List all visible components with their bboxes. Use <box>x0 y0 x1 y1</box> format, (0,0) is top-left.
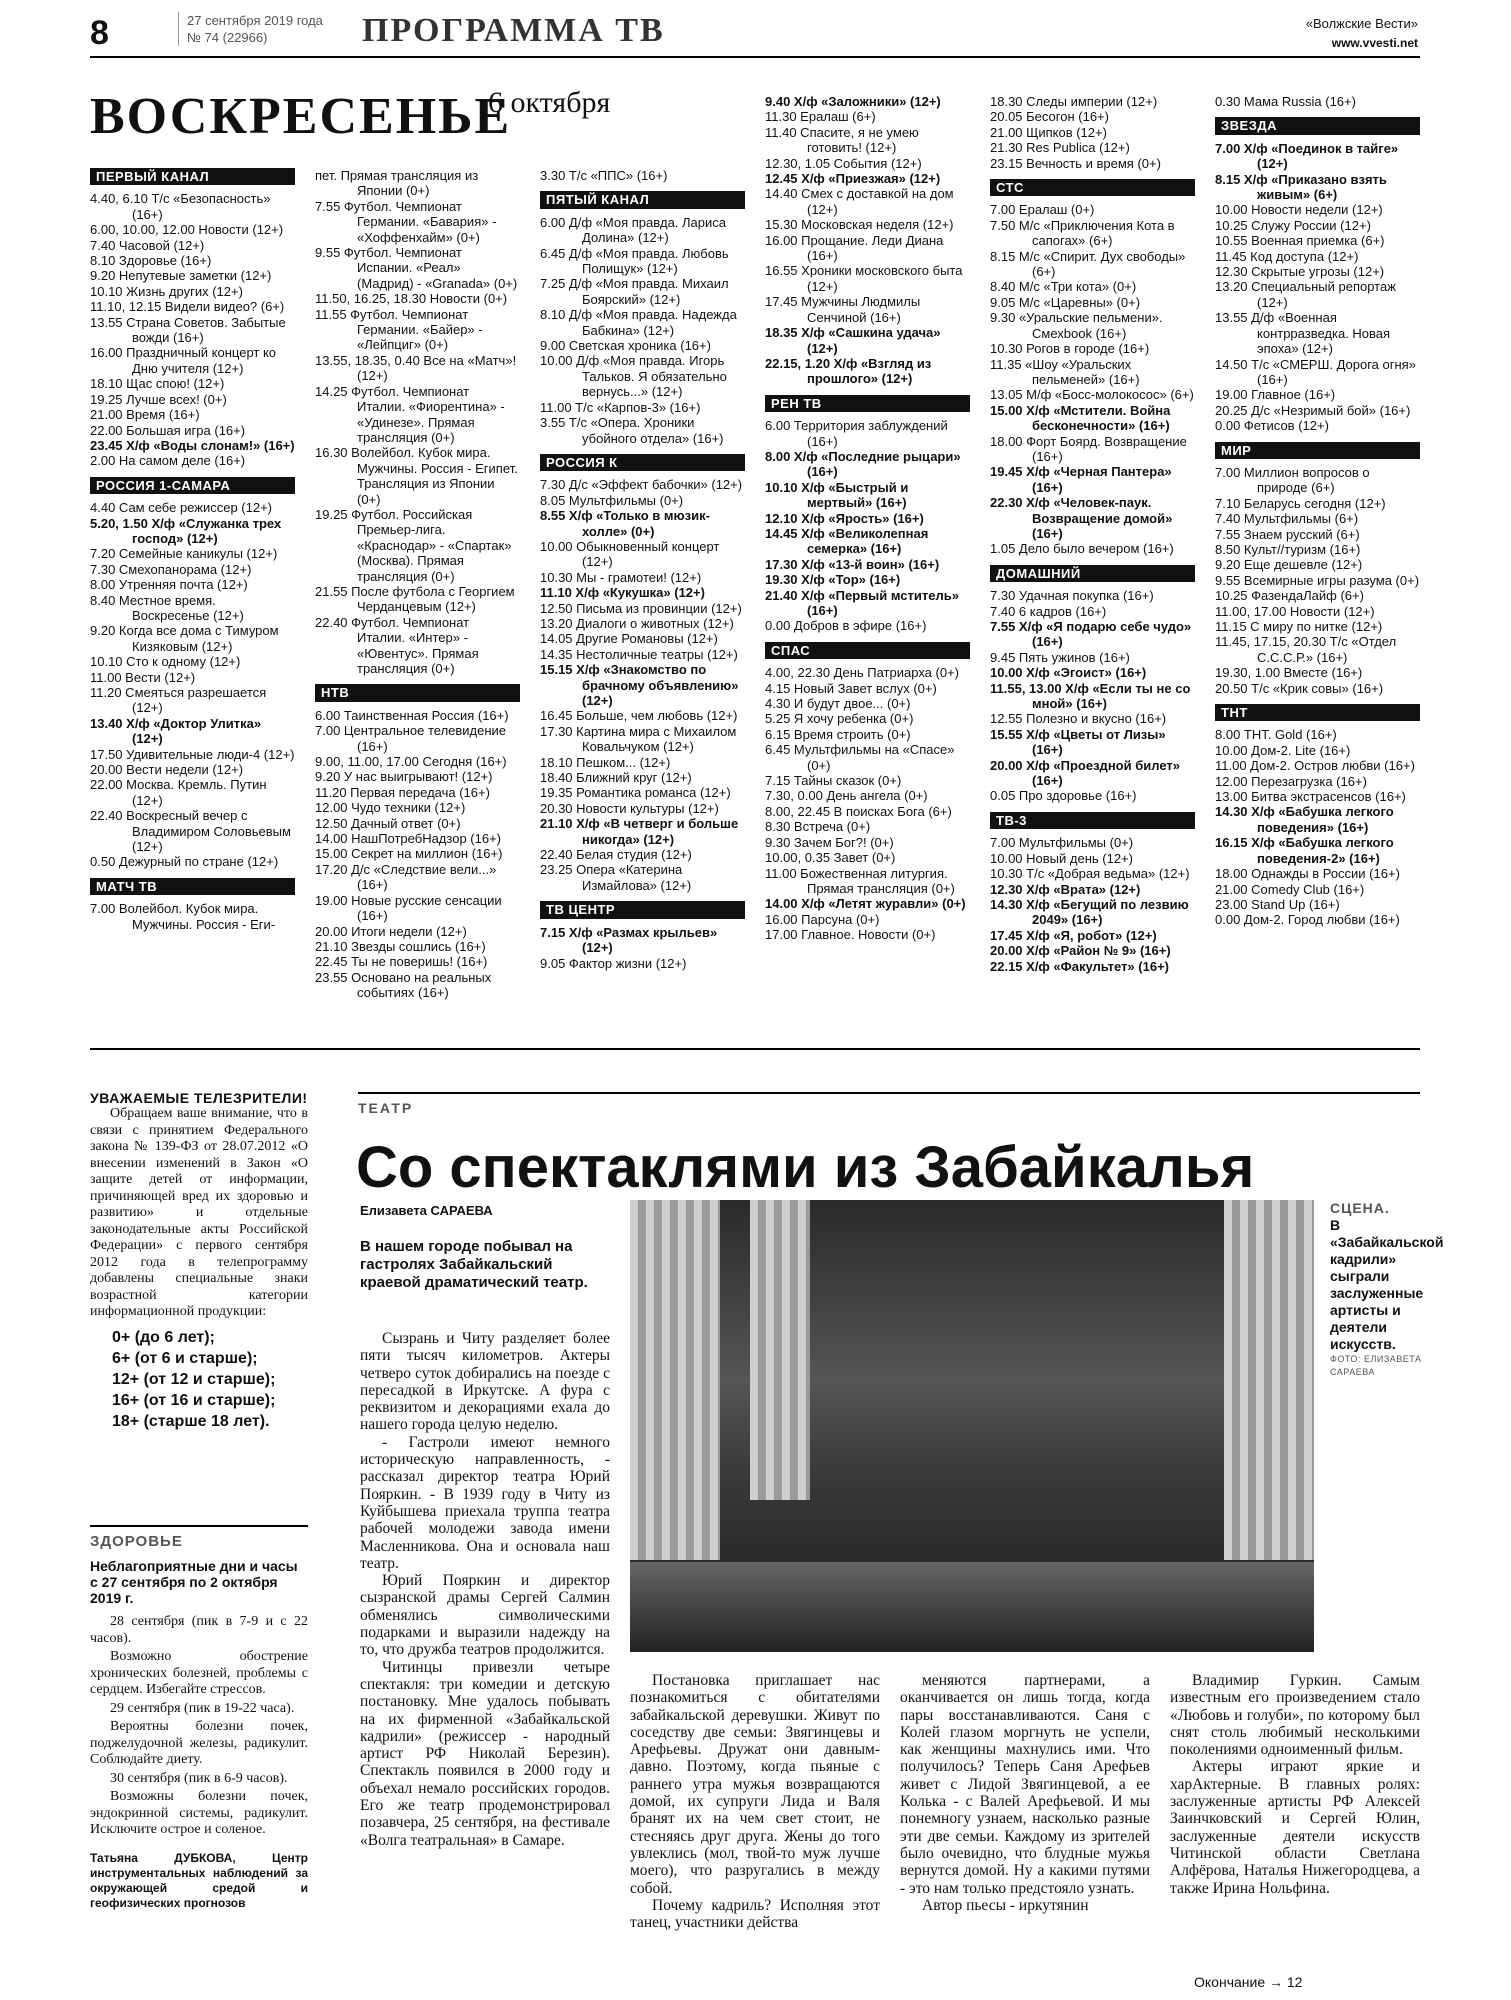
program-entry: 8.00 ТНТ. Gold (16+) <box>1215 727 1337 743</box>
channel-header: РОССИЯ К <box>540 454 745 471</box>
program-entry: 12.30 Скрытые угрозы (12+) <box>1215 264 1385 280</box>
program-entry: 14.45 Х/ф «Великолепная семерка» (16+) <box>765 525 929 557</box>
channel-header: ЗВЕЗДА <box>1215 117 1420 134</box>
program-entry: 20.00 Вести недели (12+) <box>90 762 244 778</box>
program-entry: 7.00 Х/ф «Поединок в тайге» (12+) <box>1215 140 1399 172</box>
program-entry: 15.15 Х/ф «Знакомство по брачному объявлению» (12+) <box>540 662 739 708</box>
health-title: ЗДОРОВЬЕ <box>90 1525 308 1550</box>
program-entry: 7.30 Смехопанорама (12+) <box>90 561 252 577</box>
program-entry: 18.10 Щас спою! (12+) <box>90 376 225 392</box>
viewer-notice <box>90 1090 308 1432</box>
program-entry: 10.30 Мы - грамотеи! (12+) <box>540 569 702 585</box>
health-paragraph: Возможны болезни почек, эндокринной системы, радикулит. Исключите острое и соленое. <box>90 1789 308 1837</box>
program-entry: 22.40 Воскресный вечер с Владимиром Соловьевым (12+) <box>90 808 291 855</box>
program-entry: 20.30 Новости культуры (12+) <box>540 800 719 816</box>
program-entry: 0.05 Про здоровье (16+) <box>990 788 1137 804</box>
program-entry: 7.40 Часовой (12+) <box>90 237 205 253</box>
program-entry: 18.30 Следы империи (12+) <box>990 94 1158 109</box>
program-entry: 9.55 Всемирные игры разума (0+) <box>1215 572 1420 588</box>
program-entry: 7.25 Д/ф «Моя правда. Михаил Боярский» (12+) <box>540 276 729 307</box>
program-entry: 17.30 Х/ф «13-й воин» (16+) <box>765 556 940 572</box>
program-entry: 16.45 Больше, чем любовь (12+) <box>540 708 738 724</box>
program-entry: 10.30 Рогов в городе (16+) <box>990 341 1150 357</box>
rating-item: 6+ (от 6 и старше); <box>112 1349 258 1367</box>
program-entry: 19.25 Лучше всех! (0+) <box>90 391 227 407</box>
program-entry: 8.30 Встреча (0+) <box>765 819 871 835</box>
program-entry: 12.50 Письма из провинции (12+) <box>540 600 742 616</box>
article-column-2 <box>630 1672 880 1931</box>
program-entry: 18.10 Пешком... (12+) <box>540 754 671 770</box>
program-entry: 16.00 Парсуна (0+) <box>765 911 880 927</box>
program-entry: 11.50, 16.25, 18.30 Новости (0+) <box>315 291 508 307</box>
program-entry: 23.25 Опера «Катерина Измайлова» (12+) <box>540 862 692 893</box>
program-entry: 14.40 Смех с доставкой на дом (12+) <box>765 186 954 217</box>
program-entry: 7.00 Ералаш (0+) <box>990 202 1095 218</box>
program-entry: 17.50 Удивительные люди-4 (12+) <box>90 746 295 762</box>
article-headline: Со спектаклями из Забайкалья <box>356 1135 1255 1200</box>
program-entry: 9.05 Фактор жизни (12+) <box>540 955 687 971</box>
section-divider <box>90 1048 1420 1050</box>
program-entry: 10.00, 0.35 Завет (0+) <box>765 850 896 866</box>
program-entry: 16.00 Праздничный концерт ко Дню учителя (12+) <box>90 345 277 376</box>
program-entry: 9.30 «Уральские пельмени». Смехbook (16+) <box>990 310 1163 341</box>
program-entry: 4.40, 6.10 Т/с «Безопасность» (16+) <box>90 191 271 222</box>
program-entry: 7.00 Мультфильмы (0+) <box>990 835 1134 851</box>
program-entry: 3.30 Т/с «ППС» (16+) <box>540 168 668 183</box>
channel-header: ТВ ЦЕНТР <box>540 901 745 918</box>
health-column <box>90 1525 308 1913</box>
program-entry: 17.20 Д/с «Следствие вели...» (16+) <box>315 861 497 893</box>
program-entry: 7.30, 0.00 День ангела (0+) <box>765 788 928 804</box>
program-entry: 8.55 Х/ф «Только в мюзик-холле» (0+) <box>540 508 710 539</box>
tv-column <box>540 168 745 971</box>
program-entry: 11.45, 17.15, 20.30 Т/с «Отдел С.С.С.Р.» (16+) <box>1215 634 1397 665</box>
program-entry: 12.30 Х/ф «Врата» (12+) <box>990 881 1141 897</box>
article-paragraph: Владимир Гуркин. Самым известным его произведением стало «Любовь и голуби», по которому был снят столь любимый несколькими поколениями одноименный фильм. <box>1170 1672 1420 1759</box>
program-entry: 8.10 Здоровье (16+) <box>90 253 212 269</box>
program-entry: 15.30 Московская неделя (12+) <box>765 217 954 233</box>
program-entry: 11.15 С миру по нитке (12+) <box>1215 619 1383 634</box>
program-entry: 9.00, 11.00, 17.00 Сегодня (16+) <box>315 754 507 770</box>
program-entry: 10.00 Новый день (12+) <box>990 850 1133 866</box>
program-entry: 22.15 Х/ф «Факультет» (16+) <box>990 958 1169 974</box>
program-entry: 14.30 Х/ф «Бегущий по лезвию 2049» (16+) <box>990 896 1189 928</box>
program-entry: 4.15 Новый Завет вслух (0+) <box>765 680 937 696</box>
article-paragraph: Юрий Пояркин и директор сызранской драмы Сергей Салмин обменялись символическими подарками и выразили надежду на то, что дружба театров продолжится. <box>360 1572 610 1659</box>
program-entry: 8.40 М/с «Три кота» (0+) <box>990 279 1137 295</box>
program-entry: 21.30 Res Publica (12+) <box>990 140 1130 156</box>
program-entry: 19.30 Х/ф «Тор» (16+) <box>765 572 901 588</box>
program-entry: 12.00 Чудо техники (12+) <box>315 800 466 816</box>
program-entry: 6.15 Время строить (0+) <box>765 726 911 742</box>
health-paragraph: Возможно обострение хронических болезней, проблемы с сердцем. Избегайте стрессов. <box>90 1649 308 1697</box>
program-entry: 7.55 Х/ф «Я подарю себе чудо» (16+) <box>990 619 1192 650</box>
publication-info <box>1306 14 1418 53</box>
program-entry: 19.45 Х/ф «Черная Пантера» (16+) <box>990 464 1172 495</box>
program-entry: 8.10 Д/ф «Моя правда. Надежда Бабкина» (12+) <box>540 307 737 338</box>
program-entry: 0.50 Дежурный по стране (12+) <box>90 854 279 870</box>
program-entry: 7.30 Удачная покупка (16+) <box>990 588 1154 604</box>
publication-name: «Волжские Вести» <box>1305 16 1418 31</box>
program-entry: 7.15 Тайны сказок (0+) <box>765 773 902 789</box>
program-entry: 8.00, 22.45 В поисках Бога (6+) <box>765 803 952 819</box>
program-entry: 12.50 Дачный ответ (0+) <box>315 815 461 831</box>
program-entry: 9.45 Пять ужинов (16+) <box>990 649 1130 665</box>
issue-info <box>178 12 323 46</box>
program-entry: 10.00 Х/ф «Эгоист» (16+) <box>990 665 1147 681</box>
program-entry: 20.25 Д/с «Незримый бой» (16+) <box>1215 402 1411 418</box>
program-entry: 10.00 Д/ф «Моя правда. Игорь Тальков. Я обязательно вернусь...» (12+) <box>540 353 727 400</box>
program-entry: 7.55 Знаем русский (6+) <box>1215 526 1360 542</box>
rating-item: 18+ (старше 18 лет). <box>112 1412 270 1430</box>
program-entry: 0.00 Дом-2. Город любви (16+) <box>1215 912 1400 928</box>
program-entry: 20.00 Х/ф «Район № 9» (16+) <box>990 943 1171 959</box>
program-entry: 23.00 Stand Up (16+) <box>1215 896 1340 912</box>
article-paragraph: Актеры играют яркие и хаpАктерные. В главных ролях: заслуженные артисты РФ Алексей Заинчковский и Сергей Юлин, заслуженные деятели искусств Читинской области Светлана Алфёрова, Наталья Нижегородцева, а также Ирина Нольфина. <box>1170 1758 1420 1897</box>
article-paragraph: - Гастроли имеют немного историческую направленность, - рассказал директор театра Юрий Пояркин. - В 1939 году в Читу из Куйбышева приехала труппа театра рабочей молодежи завода имени Масленникова. Она и основала наш театр. <box>360 1433 610 1572</box>
program-entry: 11.20 Смеяться разрешается (12+) <box>90 685 267 716</box>
article-paragraph: меняются партнерами, а оканчивается он лишь тогда, когда пары восстанавливаются. Саня с Колей глазом моргнуть не успели, как женщины махнулись ими. Что получилось? Теперь Саня Арефьев живет с Лидой Звягинцевой, а ее Колька - с Валей Арефьевой. И мы понемногу узнаем, насколько разные эти две семьи. Каждому из зрителей было очевидно, что блудные мужья вернутся домой. Ну а какими путями - это нам только предстояло узнать. <box>900 1672 1150 1897</box>
program-entry: 11.00 Дом-2. Остров любви (16+) <box>1215 758 1415 774</box>
program-entry: 19.30, 1.00 Вместе (16+) <box>1215 665 1363 681</box>
channel-header: ПЕРВЫЙ КАНАЛ <box>90 168 295 185</box>
program-entry: 9.20 Когда все дома с Тимуром Кизяковым (12+) <box>90 623 279 654</box>
program-entry: 10.25 ФазендаЛайф (6+) <box>1215 588 1364 604</box>
program-entry: 21.55 После футбола с Георгием Черданцевым (12+) <box>315 583 515 615</box>
program-entry: 16.15 Х/ф «Бабушка легкого поведения-2» (16+) <box>1215 835 1394 866</box>
program-entry: 7.15 Х/ф «Размах крыльев» (12+) <box>540 924 718 956</box>
ratings-list <box>90 1327 308 1432</box>
page-number: 8 <box>90 14 109 52</box>
continued-link[interactable]: Окончание → 12 <box>1194 1974 1303 1990</box>
program-entry: 23.15 Вечность и время (0+) <box>990 155 1161 171</box>
program-entry: 6.45 Д/ф «Моя правда. Любовь Полищук» (12+) <box>540 245 729 277</box>
program-entry: 11.10, 12.15 Видели видео? (6+) <box>90 299 285 315</box>
program-entry: 10.10 Сто к одному (12+) <box>90 654 241 670</box>
program-entry: 4.00, 22.30 День Патриарха (0+) <box>765 665 959 681</box>
program-entry: 7.30 Д/с «Эффект бабочки» (12+) <box>540 477 743 493</box>
program-entry: 11.20 Первая передача (16+) <box>315 784 490 800</box>
program-entry: 21.00 Время (16+) <box>90 407 200 423</box>
program-entry: 13.20 Диалоги о животных (12+) <box>540 615 734 631</box>
program-entry: 15.00 Секрет на миллион (16+) <box>315 846 503 862</box>
program-entry: 7.55 Футбол. Чемпионат Германии. «Бавария» - «Хоффенхайм» (0+) <box>315 198 497 245</box>
program-entry: 23.55 Основано на реальных событиях (16+) <box>315 969 492 1001</box>
program-entry: 7.10 Беларусь сегодня (12+) <box>1215 495 1386 511</box>
tv-column <box>1215 94 1420 928</box>
rating-item: 16+ (от 16 и старше); <box>112 1391 276 1409</box>
program-entry: пет. Прямая трансляция из Японии (0+) <box>315 168 479 199</box>
program-entry: 8.00 Утренняя почта (12+) <box>90 577 248 593</box>
program-entry: 14.50 Т/с «СМЕРШ. Дорога огня» (16+) <box>1215 356 1416 387</box>
program-entry: 19.35 Романтика романса (12+) <box>540 785 731 801</box>
program-entry: 11.30 Ералаш (6+) <box>765 109 876 125</box>
article-paragraph: Автор пьесы - иркутянин <box>922 1896 1089 1914</box>
program-entry: 10.10 Жизнь других (12+) <box>90 283 243 299</box>
program-entry: 6.00, 10.00, 12.00 Новости (12+) <box>90 222 284 238</box>
tv-column <box>315 168 520 1001</box>
channel-header: СПАС <box>765 642 970 659</box>
program-entry: 13.55 Д/ф «Военная контрразведка. Новая эпоха» (12+) <box>1215 310 1391 357</box>
program-entry: 22.45 Ты не поверишь! (16+) <box>315 954 488 970</box>
channel-header: МАТЧ ТВ <box>90 878 295 895</box>
channel-header: ДОМАШНИЙ <box>990 565 1195 582</box>
program-entry: 13.55 Страна Советов. Забытые вожди (16+) <box>90 314 286 346</box>
program-entry: 19.25 Футбол. Российская Премьер-лига. «Краснодар» - «Спартак» (Москва). Прямая трансляция (0+) <box>315 506 512 584</box>
notice-title: УВАЖАЕМЫЕ ТЕЛЕЗРИТЕЛИ! <box>90 1090 308 1106</box>
program-entry: 17.30 Картина мира с Михаилом Ковальчуком (12+) <box>540 723 737 755</box>
issue-number: № 74 (22966) <box>187 30 268 45</box>
program-entry: 7.50 М/с «Приключения Кота в сапогах» (6+) <box>990 217 1175 249</box>
tv-column <box>990 94 1195 974</box>
caption-key: СЦЕНА. <box>1330 1200 1390 1216</box>
article-paragraph: Читинцы привезли четыре спектакля: три комедии и детскую постановку. Мне удалось побывать на их фирменной «Забайкальской кадрили» (режиссер - народный артист РФ Николай Березин). Спектакль появился в 2000 году и объехал немало российских городов. Его же театр продемонстрировал позавчера, 25 сентября, на фестивале «Волга театральная» в Самаре. <box>360 1658 610 1849</box>
program-entry: 18.00 Однажды в России (16+) <box>1215 866 1400 882</box>
program-entry: 12.30, 1.05 События (12+) <box>765 155 922 171</box>
program-entry: 10.00 Дом-2. Lite (16+) <box>1215 742 1351 758</box>
program-entry: 5.20, 1.50 Х/ф «Служанка трех господ» (12+) <box>90 515 282 546</box>
program-entry: 11.00 Вести (12+) <box>90 669 196 685</box>
program-entry: 9.20 Непутевые заметки (12+) <box>90 268 272 284</box>
channel-header: НТВ <box>315 684 520 701</box>
program-entry: 11.40 Спасите, я не умею готовить! (12+) <box>765 124 919 156</box>
program-entry: 8.15 М/с «Спирит. Дух свободы» (6+) <box>990 248 1186 280</box>
program-entry: 15.00 Х/ф «Мстители. Война бесконечности» (16+) <box>990 402 1171 434</box>
program-entry: 9.05 М/с «Царевны» (0+) <box>990 294 1141 310</box>
program-entry: 2.00 На самом деле (16+) <box>90 453 246 469</box>
program-entry: 7.20 Семейные каникулы (12+) <box>90 546 278 562</box>
program-entry: 15.55 Х/ф «Цветы от Лизы» (16+) <box>990 726 1166 758</box>
section-title: ПРОГРАММА ТВ <box>362 12 665 49</box>
program-entry: 13.55, 18.35, 0.40 Все на «Матч»! (12+) <box>315 352 517 384</box>
program-entry: 7.40 6 кадров (16+) <box>990 603 1107 619</box>
tv-column <box>90 168 295 932</box>
program-entry: 9.00 Светская хроника (16+) <box>540 338 711 354</box>
day-date: 6 октября <box>488 86 611 119</box>
program-entry: 11.00 Т/с «Карпов-3» (16+) <box>540 399 701 415</box>
channel-header: ПЯТЫЙ КАНАЛ <box>540 191 745 208</box>
program-entry: 11.55, 13.00 Х/ф «Если ты не со мной» (16+) <box>990 680 1191 712</box>
program-entry: 3.55 Т/с «Опера. Хроники убойного отдела» (16+) <box>540 415 724 446</box>
program-entry: 10.10 Х/ф «Быстрый и мертвый» (16+) <box>765 479 909 511</box>
program-entry: 10.00 Обыкновенный концерт (12+) <box>540 538 720 570</box>
program-entry: 14.00 НашПотребНадзор (16+) <box>315 831 501 847</box>
health-paragraph: 28 сентября (пик в 7-9 и с 22 часов). <box>90 1614 308 1646</box>
program-entry: 19.00 Новые русские сенсации (16+) <box>315 892 502 924</box>
program-entry: 16.00 Прощание. Леди Диана (16+) <box>765 232 944 264</box>
program-entry: 21.00 Щипков (12+) <box>990 124 1107 140</box>
program-entry: 13.20 Специальный репортаж (12+) <box>1215 279 1396 310</box>
program-entry: 20.00 Х/ф «Проездной билет» (16+) <box>990 757 1180 789</box>
program-entry: 20.00 Итоги недели (12+) <box>315 923 467 939</box>
program-entry: 21.40 Х/ф «Первый мститель» (16+) <box>765 587 959 618</box>
program-entry: 8.50 Культ//туризм (16+) <box>1215 541 1361 557</box>
program-entry: 10.25 Служу России (12+) <box>1215 217 1371 233</box>
health-signature: Татьяна ДУБКОВА, Центр инструментальных наблюдений за окружающей средой и геофизических прогнозов <box>90 1850 308 1910</box>
program-entry: 8.40 Местное время. Воскресенье (12+) <box>90 592 244 623</box>
article-column-4 <box>1170 1672 1420 1897</box>
program-entry: 11.00 Божественная литургия. Прямая трансляция (0+) <box>765 865 955 896</box>
article-paragraph: Почему кадриль? Исполняя этот танец, участники действа <box>630 1896 880 1932</box>
program-entry: 7.00 Центральное телевидение (16+) <box>315 723 507 754</box>
article-paragraph: Постановка приглашает нас познакомиться с обитателями забайкальской деревушки. Живут по соседству две семьи: Звягинцевы и Арефьевы. Дружат они давным-давно. Поэтому, когда пьяные с раннего утра мужья возвращаются домой, их супруги Лида и Валя бранят их на чем свет стоит, не стесняясь друг друга. Жены до того увлеклись (мол, твой-то муж лучше моего), что разругались в между собой. <box>630 1672 880 1897</box>
notice-body: Обращаем ваше внимание, что в связи с принятием Федерального закона № 139-ФЗ от 28.07.2012 «О внесении изменений в Закон «О защите детей от информации, причиняющей вред их здоровью и развитию» и отдельные законодательные акты Российской Федерации» с первого сентября 2012 года в телепрограмму добавлены специальные знаки возрастной категории информационной продукции: <box>90 1106 308 1319</box>
program-entry: 1.05 Дело было вечером (16+) <box>990 541 1174 557</box>
program-entry: 9.30 Зачем Бог?! (0+) <box>765 834 894 850</box>
program-entry: 6.00 Таинственная Россия (16+) <box>315 707 509 723</box>
program-entry: 8.05 Мультфильмы (0+) <box>540 492 684 508</box>
program-entry: 12.45 Х/ф «Приезжая» (12+) <box>765 171 941 187</box>
article-lead: В нашем городе побывал на гастролях Забайкальский краевой драматический театр. <box>360 1238 588 1291</box>
program-entry: 13.40 Х/ф «Доктор Улитка» (12+) <box>90 715 262 747</box>
program-entry: 7.00 Миллион вопросов о природе (6+) <box>1215 464 1370 496</box>
health-paragraph: Вероятны болезни почек, поджелудочной железы, радикулит. Соблюдайте диету. <box>90 1719 308 1767</box>
program-entry: 16.55 Хроники московского быта (12+) <box>765 263 963 294</box>
program-entry: 20.05 Бесогон (16+) <box>990 109 1109 125</box>
program-entry: 18.35 Х/ф «Сашкина удача» (12+) <box>765 325 941 356</box>
program-entry: 18.40 Ближний круг (12+) <box>540 770 692 786</box>
site-link[interactable]: www.vvesti.net <box>1331 36 1418 50</box>
program-entry: 14.30 Х/ф «Бабушка легкого поведения» (16+) <box>1215 804 1394 835</box>
program-entry: 20.50 Т/с «Крик совы» (16+) <box>1215 680 1384 696</box>
program-entry: 21.10 Х/ф «В четверг и больше никогда» (12+) <box>540 816 739 847</box>
program-entry: 22.00 Большая игра (16+) <box>90 422 246 438</box>
rating-item: 0+ (до 6 лет); <box>112 1328 215 1346</box>
program-entry: 10.55 Военная приемка (6+) <box>1215 233 1385 249</box>
theatre-photo <box>630 1200 1314 1652</box>
channel-header: ТНТ <box>1215 704 1420 721</box>
article-column-3 <box>900 1672 1150 1914</box>
program-entry: 14.35 Нестоличные театры (12+) <box>540 646 738 662</box>
program-entry: 14.05 Другие Романовы (12+) <box>540 631 718 647</box>
program-entry: 23.45 Х/ф «Воды слонам!» (16+) <box>90 437 295 453</box>
photo-caption <box>1330 1200 1444 1379</box>
top-rule <box>90 56 1420 58</box>
program-entry: 18.00 Форт Боярд. Возвращение (16+) <box>990 433 1187 464</box>
program-entry: 11.10 Х/ф «Кукушка» (12+) <box>540 585 705 601</box>
program-entry: 7.40 Мультфильмы (6+) <box>1215 511 1359 527</box>
program-entry: 13.00 Битва экстрасенсов (16+) <box>1215 789 1406 805</box>
program-entry: 0.00 Добров в эфире (16+) <box>765 618 927 634</box>
program-entry: 8.15 Х/ф «Приказано взять живым» (6+) <box>1215 171 1387 203</box>
program-entry: 11.45 Код доступа (12+) <box>1215 248 1359 264</box>
program-entry: 22.40 Футбол. Чемпионат Италии. «Интер» - «Ювентус». Прямая трансляция (0+) <box>315 614 479 676</box>
program-entry: 10.00 Новости недели (12+) <box>1215 202 1383 218</box>
program-entry: 21.00 Comedy Club (16+) <box>1215 881 1365 897</box>
program-entry: 17.00 Главное. Новости (0+) <box>765 927 936 943</box>
program-entry: 6.00 Территория заблуждений (16+) <box>765 418 948 449</box>
article-rubric: ТЕАТР <box>358 1092 1420 1116</box>
channel-header: СТС <box>990 179 1195 196</box>
program-entry: 22.00 Москва. Кремль. Путин (12+) <box>90 777 267 808</box>
program-entry: 22.40 Белая студия (12+) <box>540 847 692 863</box>
program-entry: 12.55 Полезно и вкусно (16+) <box>990 711 1167 727</box>
program-entry: 11.35 «Шоу «Уральских пельменей» (16+) <box>990 356 1140 387</box>
health-lead: Неблагоприятные дни и часы с 27 сентября по 2 октября 2019 г. <box>90 1558 298 1606</box>
program-entry: 0.00 Фетисов (12+) <box>1215 418 1329 434</box>
program-entry: 7.00 Волейбол. Кубок мира. Мужчины. Россия - Еги- <box>90 901 276 932</box>
program-entry: 22.30 Х/ф «Человек-паук. Возвращение домой» (16+) <box>990 495 1173 541</box>
rating-item: 12+ (от 12 и старше); <box>112 1370 276 1388</box>
program-entry: 21.10 Звезды сошлись (16+) <box>315 938 486 954</box>
program-entry: 16.30 Волейбол. Кубок мира. Мужчины. Россия - Египет. Трансляция из Японии (0+) <box>315 445 518 507</box>
photo-credit: ФОТО: ЕЛИЗАВЕТА САРАЕВА <box>1330 1354 1422 1377</box>
program-entry: 19.00 Главное (16+) <box>1215 387 1336 403</box>
issue-date: 27 сентября 2019 года <box>187 13 323 28</box>
program-entry: 14.00 Х/ф «Летят журавли» (0+) <box>765 896 966 912</box>
channel-header: РОССИЯ 1-САМАРА <box>90 477 295 494</box>
channel-header: МИР <box>1215 442 1420 459</box>
program-entry: 9.20 У нас выигрывают! (12+) <box>315 769 493 785</box>
article-paragraph: Сызрань и Читу разделяет более пяти тысяч километров. Актеры четверо суток добирались на поезде с пересадкой в Иркутске. А фура с реквизитом и декорациями ехала до нашего города целую неделю. <box>360 1330 610 1434</box>
caption-text: В «Забайкальской кадрили» сыграли заслуженные артисты и деятели искусств. <box>1330 1217 1444 1352</box>
health-paragraph: 29 сентября (пик в 19-22 часа). <box>110 1700 295 1716</box>
program-entry: 13.05 М/ф «Босс-молокосос» (6+) <box>990 387 1194 403</box>
program-entry: 14.25 Футбол. Чемпионат Италии. «Фиорентина» - «Удинезе». Прямая трансляция (0+) <box>315 383 505 445</box>
program-entry: 5.25 Я хочу ребенка (0+) <box>765 711 914 727</box>
program-entry: 17.45 Мужчины Людмилы Сенчиной (16+) <box>765 294 921 325</box>
article-column-1 <box>360 1330 610 1849</box>
program-entry: 0.30 Мама Russia (16+) <box>1215 94 1356 109</box>
program-entry: 4.40 Сам себе режиссер (12+) <box>90 500 273 516</box>
program-entry: 9.20 Еще дешевле (12+) <box>1215 557 1363 573</box>
program-entry: 9.55 Футбол. Чемпионат Испании. «Реал» (Мадрид) - «Granada» (0+) <box>315 245 518 291</box>
program-entry: 4.30 И будут двое... (0+) <box>765 696 911 712</box>
program-entry: 6.00 Д/ф «Моя правда. Лариса Долина» (12+) <box>540 214 727 246</box>
program-entry: 8.00 Х/ф «Последние рыцари» (16+) <box>765 448 961 480</box>
program-entry: 12.00 Перезагрузка (16+) <box>1215 773 1367 789</box>
program-entry: 6.45 Мультфильмы на «Спасе» (0+) <box>765 742 955 773</box>
program-entry: 22.15, 1.20 Х/ф «Взгляд из прошлого» (12+) <box>765 355 932 387</box>
program-entry: 10.30 Т/с «Добрая ведьма» (12+) <box>990 866 1190 882</box>
program-entry: 17.45 Х/ф «Я, робот» (12+) <box>990 927 1157 943</box>
day-name: ВОСКРЕСЕНЬЕ <box>90 88 512 145</box>
program-entry: 11.55 Футбол. Чемпионат Германии. «Байер» - «Лейпциг» (0+) <box>315 306 483 353</box>
program-entry: 11.00, 17.00 Новости (12+) <box>1215 603 1375 619</box>
channel-header: РЕН ТВ <box>765 395 970 412</box>
program-entry: 9.40 Х/ф «Заложники» (12+) <box>765 94 941 109</box>
article-author: Елизавета САРАЕВА <box>360 1203 493 1218</box>
channel-header: ТВ-3 <box>990 812 1195 829</box>
tv-column <box>765 94 970 943</box>
health-paragraph: 30 сентября (пик в 6-9 часов). <box>110 1770 288 1786</box>
program-entry: 12.10 Х/ф «Ярость» (16+) <box>765 510 924 526</box>
